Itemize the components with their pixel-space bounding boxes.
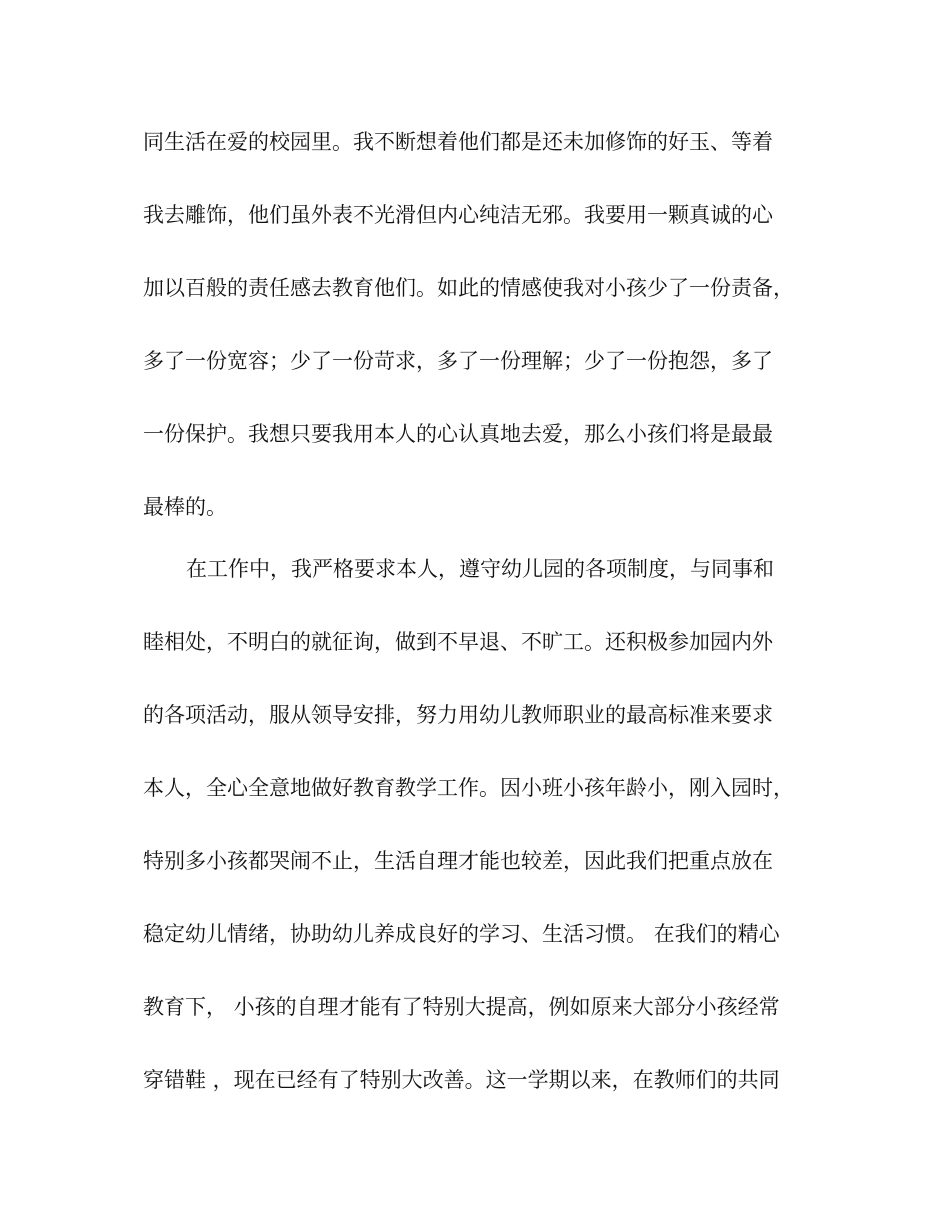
text-line: 一份保护。我想只要我用本人的心认真地去爱，那么小孩们将是最最 — [143, 422, 773, 446]
text-line: 的各项活动，服从领导安排，努力用幼儿教师职业的最高标准来要求 — [143, 703, 773, 727]
paragraph-first-line: 在工作中，我严格要求本人，遵守幼儿园的各项制度，与同事和 — [186, 557, 774, 581]
text-line: 最棒的。 — [143, 495, 227, 519]
text-line: 教育下， 小孩的自理才能有了特别大提高，例如原来大部分小孩经常 — [143, 995, 780, 1019]
text-line: 稳定幼儿情绪，协助幼儿养成良好的学习、生活习惯。 在我们的精心 — [143, 922, 780, 946]
text-line: 本人，全心全意地做好教育教学工作。因小班小孩年龄小，刚入园时， — [143, 776, 794, 800]
text-line: 同生活在爱的校园里。我不断想着他们都是还未加修饰的好玉、等着 — [143, 130, 773, 154]
text-line: 睦相处，不明白的就征询，做到不早退、不旷工。还积极参加园内外 — [143, 630, 773, 654]
text-line: 特别多小孩都哭闹不止，生活自理才能也较差，因此我们把重点放在 — [143, 849, 773, 873]
text-line: 加以百般的责任感去教育他们。如此的情感使我对小孩少了一份责备， — [143, 276, 794, 300]
text-line: 多了一份宽容；少了一份苛求，多了一份理解；少了一份抱怨，多了 — [143, 349, 773, 373]
text-line: 我去雕饰，他们虽外表不光滑但内心纯洁无邪。我要用一颗真诚的心 — [143, 203, 773, 227]
text-line: 穿错鞋 ，现在已经有了特别大改善。这一学期以来，在教师们的共同 — [143, 1068, 780, 1092]
